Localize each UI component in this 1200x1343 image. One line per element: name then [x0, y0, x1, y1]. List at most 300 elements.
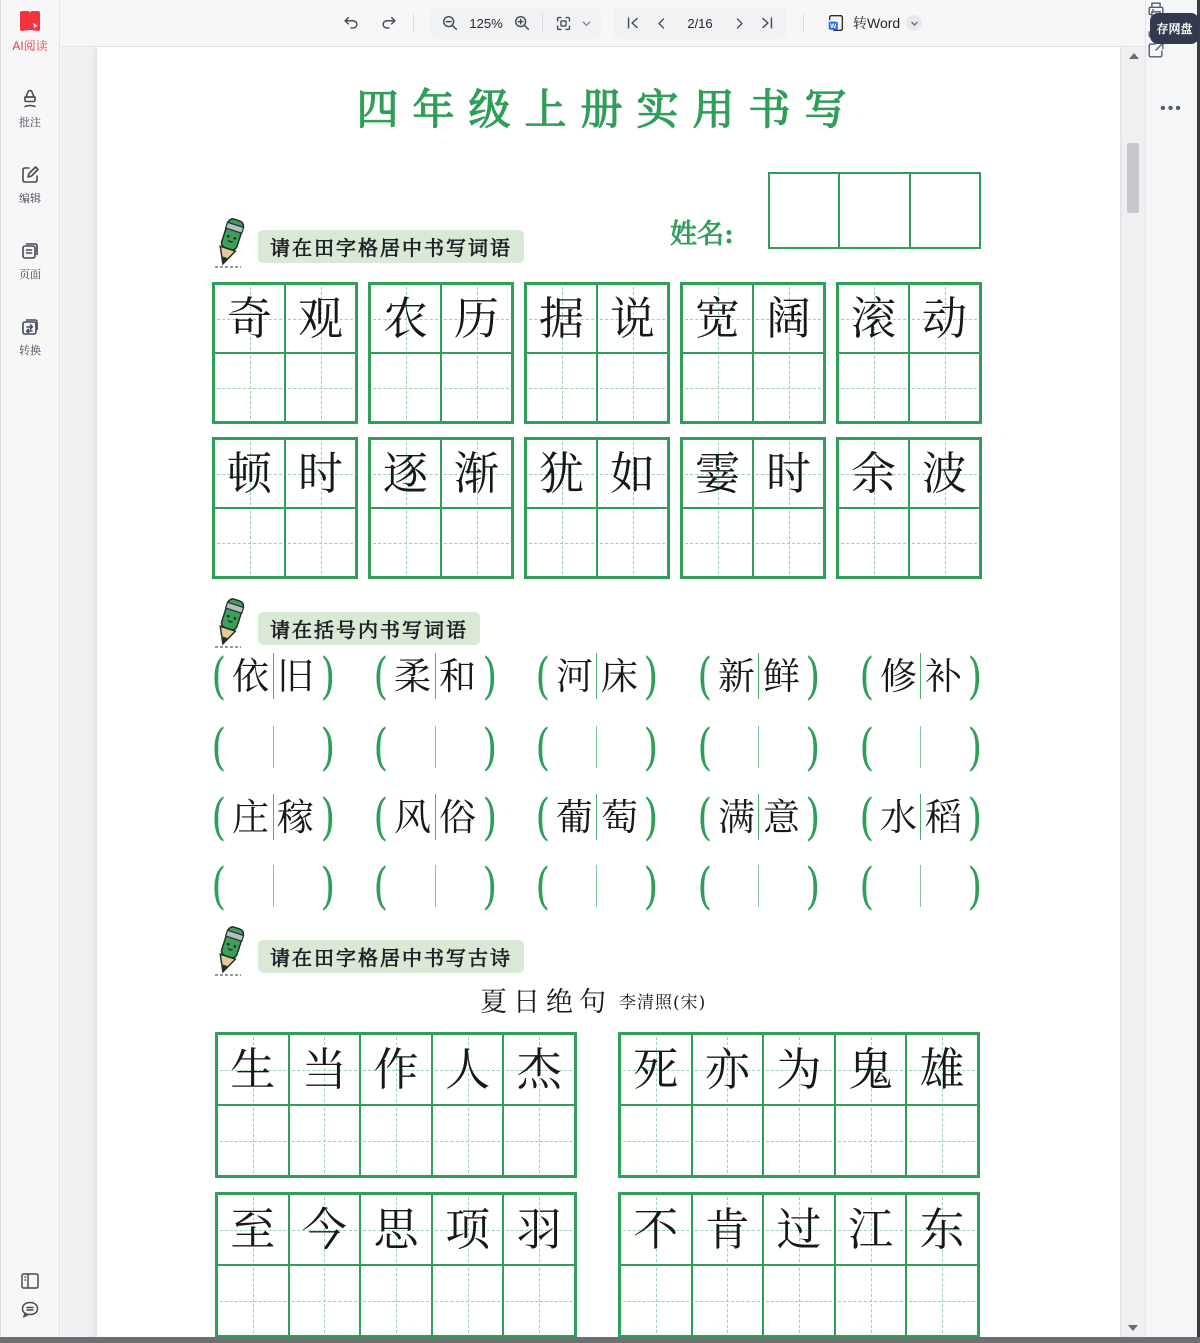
- tianzige-cell: [289, 1105, 361, 1176]
- sidebar-item-edit[interactable]: [1, 164, 59, 206]
- toolbar-divider: [413, 14, 414, 32]
- sidebar-item-label: 页面: [19, 269, 41, 281]
- tianzige-cell: [597, 353, 668, 422]
- close-paren: ): [319, 647, 335, 705]
- toolbar-divider: [542, 14, 543, 32]
- app-logo[interactable]: [1, 10, 59, 54]
- pencil-mascot-icon: [207, 595, 253, 649]
- tianzige-cell: [289, 1034, 361, 1105]
- paren-divider: [435, 653, 436, 699]
- page-indicator[interactable]: 2/16: [687, 15, 713, 31]
- paren-divider: [758, 653, 759, 699]
- tianzige-cell: [909, 439, 980, 508]
- tianzige-cell: [217, 1105, 289, 1176]
- paren-word-group: [209, 788, 337, 846]
- section2-header: 请在括号内书写词语: [258, 612, 480, 645]
- open-paren: (: [535, 718, 551, 776]
- paren-empty-group: [695, 718, 823, 776]
- tianzige-cell: [526, 284, 597, 353]
- practice-character: 逐: [382, 447, 428, 500]
- paren-empty-group: [371, 718, 499, 776]
- tianzige-cell: [432, 1034, 504, 1105]
- sidebar-item-label: 编辑: [19, 193, 41, 205]
- practice-character: 羽: [516, 1203, 562, 1256]
- paren-word-group: [371, 647, 499, 705]
- paren-character: 俗: [439, 795, 476, 839]
- paren-empty-group: [857, 718, 985, 776]
- tianzige-grid: [618, 1032, 980, 1178]
- tianzige-cell: [214, 508, 285, 577]
- tianzige-cell: [763, 1194, 835, 1265]
- practice-character: 过: [776, 1203, 822, 1256]
- tianzige-cell: [360, 1105, 432, 1176]
- zoom-in-button[interactable]: [508, 9, 536, 37]
- paren-row-empty: [209, 857, 985, 915]
- open-paren: (: [373, 718, 389, 776]
- open-paren: (: [697, 857, 713, 915]
- paren-character: 床: [600, 654, 638, 698]
- practice-character: 人: [445, 1043, 491, 1096]
- redo-button[interactable]: [375, 9, 403, 37]
- practice-character: 历: [453, 292, 499, 345]
- practice-character: 东: [919, 1203, 965, 1256]
- paren-divider: [758, 726, 759, 768]
- practice-character: 死: [633, 1043, 679, 1096]
- practice-character: 波: [921, 447, 967, 500]
- tianzige-cell: [753, 508, 824, 577]
- paren-character: 河: [555, 654, 593, 698]
- paren-word-group: [533, 788, 661, 846]
- practice-character: 不: [633, 1203, 679, 1256]
- practice-character: 杰: [516, 1043, 562, 1096]
- paren-character: 依: [232, 654, 270, 698]
- tianzige-cell: [682, 284, 753, 353]
- tianzige-cell: [360, 1034, 432, 1105]
- paren-divider: [273, 726, 274, 768]
- tianzige-cell: [906, 1034, 978, 1105]
- tianzige-cell: [838, 284, 909, 353]
- open-paren: (: [535, 788, 551, 846]
- practice-character: 如: [609, 447, 655, 500]
- open-paren: (: [859, 857, 875, 915]
- tianzige-cell: [692, 1105, 764, 1176]
- paren-word-group: [857, 647, 985, 705]
- close-paren: ): [643, 788, 659, 846]
- edit-icon: [19, 164, 41, 186]
- tianzige-cell: [835, 1194, 907, 1265]
- practice-character: 顿: [226, 447, 272, 500]
- tianzige-cell: [441, 284, 512, 353]
- close-paren: ): [643, 857, 659, 915]
- practice-character: 江: [848, 1203, 894, 1256]
- practice-character: 动: [921, 292, 967, 345]
- tianzige-grid: [215, 1032, 577, 1178]
- tianzige-cell: [753, 284, 824, 353]
- tianzige-cell: [682, 439, 753, 508]
- tianzige-cell: [835, 1034, 907, 1105]
- tianzige-cell: [285, 439, 356, 508]
- paren-word-group: [695, 647, 823, 705]
- top-toolbar: [61, 0, 1145, 47]
- paren-empty-group: [533, 857, 661, 915]
- paren-divider: [758, 865, 759, 907]
- zoom-level-value[interactable]: 125%: [469, 15, 503, 31]
- practice-character: 犹: [538, 447, 584, 500]
- convert-word-label: 转Word: [853, 15, 901, 31]
- open-paren: (: [211, 647, 227, 705]
- pencil-mascot-icon: [207, 215, 253, 269]
- practice-character: 为: [776, 1043, 822, 1096]
- tianzige-cell: [906, 1105, 978, 1176]
- tianzige-grid: [680, 437, 826, 579]
- ai-reader-logo-icon: [17, 10, 43, 34]
- paren-character: 新: [717, 654, 755, 698]
- tianzige-cell: [370, 439, 441, 508]
- practice-character: 观: [297, 292, 343, 345]
- open-paren: (: [211, 718, 227, 776]
- zoom-out-button[interactable]: [436, 9, 464, 37]
- tianzige-grid: [212, 437, 358, 579]
- tianzige-grid: [524, 282, 670, 424]
- convert-to-word-button[interactable]: [826, 13, 922, 33]
- tianzige-cell: [432, 1105, 504, 1176]
- practice-character: 鬼: [848, 1043, 894, 1096]
- section1-header: 请在田字格居中书写词语: [258, 230, 524, 263]
- close-paren: ): [481, 647, 497, 705]
- tianzige-cell: [692, 1265, 764, 1336]
- paren-empty-group: [209, 718, 337, 776]
- practice-character: 滚: [850, 292, 896, 345]
- paren-word-group: [533, 647, 661, 705]
- tianzige-cell: [682, 508, 753, 577]
- paren-character: 补: [924, 654, 962, 698]
- paren-word-group: [695, 788, 823, 846]
- practice-character: 阔: [765, 292, 811, 345]
- practice-character: 据: [538, 292, 584, 345]
- sidebar-item-convert[interactable]: [1, 316, 59, 358]
- section3-header: 请在田字格居中书写古诗: [258, 940, 524, 973]
- paren-divider: [758, 794, 759, 840]
- word-grid-row-2: [212, 437, 982, 579]
- tianzige-cell: [214, 353, 285, 422]
- tianzige-cell: [503, 1265, 575, 1336]
- scrollbar-thumb[interactable]: [1127, 143, 1139, 213]
- paren-row-empty: [209, 718, 985, 776]
- close-paren: ): [481, 788, 497, 846]
- feedback-icon[interactable]: [20, 1300, 40, 1319]
- practice-character: 时: [765, 447, 811, 500]
- paren-divider: [920, 794, 921, 840]
- close-paren: ): [319, 788, 335, 846]
- close-paren: ): [805, 647, 821, 705]
- tianzige-cell: [909, 284, 980, 353]
- open-paren: (: [859, 718, 875, 776]
- paren-empty-group: [695, 857, 823, 915]
- practice-character: 今: [301, 1203, 347, 1256]
- tianzige-cell: [441, 508, 512, 577]
- tianzige-cell: [526, 439, 597, 508]
- first-page-button[interactable]: [619, 9, 647, 37]
- tianzige-cell: [360, 1265, 432, 1336]
- paren-character: 水: [879, 795, 917, 839]
- tianzige-grid: [368, 437, 514, 579]
- close-paren: ): [967, 788, 983, 846]
- scroll-up-arrow[interactable]: [1129, 53, 1139, 59]
- paren-divider: [596, 794, 597, 840]
- open-paren: (: [859, 647, 875, 705]
- practice-character: 思: [373, 1203, 419, 1256]
- practice-character: 余: [850, 447, 896, 500]
- word-grid-row-1: [212, 282, 982, 424]
- paren-character: 和: [439, 654, 476, 698]
- paren-divider: [435, 865, 436, 907]
- open-paren: (: [859, 788, 875, 846]
- close-paren: ): [643, 718, 659, 776]
- annotate-icon: [19, 88, 41, 110]
- paren-row-filled: [209, 788, 985, 846]
- practice-character: 时: [297, 447, 343, 500]
- pdf-page: [97, 47, 1120, 1343]
- tianzige-cell: [620, 1265, 692, 1336]
- tianzige-cell: [441, 353, 512, 422]
- close-paren: ): [643, 647, 659, 705]
- practice-character: 农: [382, 292, 428, 345]
- tianzige-cell: [370, 508, 441, 577]
- pencil-mascot-icon: [207, 923, 253, 977]
- tianzige-cell: [835, 1105, 907, 1176]
- practice-character: 奇: [226, 292, 272, 345]
- open-paren: (: [535, 857, 551, 915]
- close-paren: ): [967, 647, 983, 705]
- tianzige-cell: [285, 284, 356, 353]
- open-paren: (: [373, 647, 389, 705]
- tianzige-grid: [618, 1192, 980, 1338]
- poem-grid-row-2: [215, 1192, 980, 1338]
- tianzige-grid: [215, 1192, 577, 1338]
- tianzige-cell: [214, 439, 285, 508]
- document-viewport: [61, 47, 1122, 1343]
- paren-word-group: [371, 788, 499, 846]
- tianzige-cell: [838, 353, 909, 422]
- practice-character: 至: [230, 1203, 276, 1256]
- tianzige-cell: [289, 1194, 361, 1265]
- tianzige-cell: [597, 439, 668, 508]
- practice-character: 亦: [704, 1043, 750, 1096]
- open-paren: (: [697, 647, 713, 705]
- tianzige-cell: [763, 1034, 835, 1105]
- tianzige-cell: [692, 1194, 764, 1265]
- name-box-cell: [770, 174, 838, 247]
- practice-character: 宽: [694, 292, 740, 345]
- practice-character: 渐: [453, 447, 499, 500]
- tianzige-cell: [906, 1194, 978, 1265]
- paren-character: 柔: [394, 654, 431, 698]
- paren-divider: [435, 794, 436, 840]
- practice-character: 霎: [694, 447, 740, 500]
- poem-title: 夏日绝句: [480, 987, 612, 1018]
- app-logo-label: AI阅读: [12, 39, 48, 53]
- name-box-cell: [909, 174, 979, 247]
- tianzige-grid: [680, 282, 826, 424]
- practice-character: 肯: [704, 1203, 750, 1256]
- tianzige-grid: [212, 282, 358, 424]
- tianzige-cell: [441, 439, 512, 508]
- undo-button[interactable]: [337, 9, 365, 37]
- paren-character: 修: [879, 654, 917, 698]
- svg-text:W: W: [830, 23, 837, 31]
- open-paren: (: [697, 718, 713, 776]
- left-sidebar: [0, 0, 60, 1343]
- name-box-cell: [838, 174, 908, 247]
- paren-character: 旧: [277, 654, 315, 698]
- open-paren: (: [211, 788, 227, 846]
- tianzige-cell: [526, 353, 597, 422]
- paren-divider: [596, 653, 597, 699]
- tianzige-cell: [526, 508, 597, 577]
- last-page-button[interactable]: [753, 9, 781, 37]
- tianzige-cell: [753, 439, 824, 508]
- tianzige-cell: [620, 1105, 692, 1176]
- vertical-scrollbar[interactable]: [1122, 47, 1145, 1337]
- open-paren: (: [211, 857, 227, 915]
- tianzige-cell: [285, 508, 356, 577]
- paren-character: 庄: [232, 795, 270, 839]
- toggle-panel-icon[interactable]: [20, 1272, 40, 1290]
- tianzige-grid: [836, 282, 982, 424]
- word-doc-icon: [826, 13, 846, 33]
- tianzige-cell: [214, 284, 285, 353]
- save-to-cloud-button[interactable]: 存网盘: [1150, 13, 1199, 44]
- tianzige-cell: [289, 1265, 361, 1336]
- tianzige-grid: [836, 437, 982, 579]
- close-paren: ): [967, 718, 983, 776]
- tianzige-cell: [360, 1194, 432, 1265]
- tianzige-cell: [503, 1194, 575, 1265]
- tianzige-cell: [906, 1265, 978, 1336]
- tianzige-cell: [753, 353, 824, 422]
- worksheet-title: 四年级上册实用书写: [356, 85, 861, 134]
- tianzige-cell: [503, 1034, 575, 1105]
- fit-options-chevron-icon[interactable]: [577, 9, 595, 37]
- tianzige-cell: [692, 1034, 764, 1105]
- paren-divider: [435, 726, 436, 768]
- poem-grid-row-1: [215, 1032, 980, 1178]
- close-paren: ): [319, 857, 335, 915]
- tianzige-cell: [838, 508, 909, 577]
- tianzige-cell: [620, 1034, 692, 1105]
- close-paren: ): [805, 788, 821, 846]
- tianzige-cell: [682, 353, 753, 422]
- tianzige-cell: [503, 1105, 575, 1176]
- tianzige-cell: [763, 1265, 835, 1336]
- paren-empty-group: [857, 857, 985, 915]
- paren-character: 意: [762, 795, 800, 839]
- close-paren: ): [319, 718, 335, 776]
- paren-word-group: [209, 647, 337, 705]
- tianzige-cell: [909, 353, 980, 422]
- open-paren: (: [697, 788, 713, 846]
- tianzige-cell: [432, 1265, 504, 1336]
- practice-character: 生: [230, 1043, 276, 1096]
- paren-character: 稼: [277, 795, 315, 839]
- practice-character: 作: [373, 1043, 419, 1096]
- paren-character: 稻: [924, 795, 962, 839]
- tianzige-cell: [597, 508, 668, 577]
- paren-divider: [273, 865, 274, 907]
- sidebar-item-pages[interactable]: [1, 240, 59, 282]
- fit-page-button[interactable]: [549, 9, 577, 37]
- tianzige-cell: [838, 439, 909, 508]
- practice-character: 雄: [919, 1043, 965, 1096]
- open-paren: (: [373, 857, 389, 915]
- name-boxes: [768, 172, 981, 249]
- tianzige-cell: [285, 353, 356, 422]
- tianzige-cell: [620, 1194, 692, 1265]
- sidebar-item-annotate[interactable]: [1, 88, 59, 130]
- practice-character: 项: [445, 1203, 491, 1256]
- poem-author: 李清照(宋): [619, 993, 707, 1013]
- paren-character: 葡: [555, 795, 593, 839]
- tianzige-cell: [217, 1194, 289, 1265]
- convert-icon: [19, 316, 41, 338]
- previous-page-button[interactable]: [647, 9, 675, 37]
- paren-character: 满: [717, 795, 755, 839]
- sidebar-item-label: 批注: [19, 117, 41, 129]
- close-paren: ): [481, 857, 497, 915]
- right-panel: [1145, 0, 1200, 1343]
- page-navigation-group: [613, 7, 787, 39]
- pages-icon: [19, 240, 41, 262]
- tianzige-cell: [432, 1194, 504, 1265]
- convert-options-chevron-icon[interactable]: [906, 15, 922, 31]
- paren-divider: [596, 726, 597, 768]
- paren-empty-group: [533, 718, 661, 776]
- scroll-down-arrow[interactable]: [1128, 1325, 1138, 1331]
- tianzige-cell: [597, 284, 668, 353]
- tianzige-cell: [763, 1105, 835, 1176]
- next-page-button[interactable]: [725, 9, 753, 37]
- close-paren: ): [805, 718, 821, 776]
- tianzige-cell: [217, 1034, 289, 1105]
- paren-word-group: [857, 788, 985, 846]
- paren-divider: [920, 865, 921, 907]
- paren-divider: [920, 653, 921, 699]
- tianzige-cell: [835, 1265, 907, 1336]
- paren-character: 萄: [600, 795, 638, 839]
- paren-divider: [920, 726, 921, 768]
- paren-empty-group: [371, 857, 499, 915]
- close-paren: ): [805, 857, 821, 915]
- paren-divider: [596, 865, 597, 907]
- tianzige-grid: [368, 282, 514, 424]
- toolbar-divider: [803, 14, 804, 32]
- close-paren: ): [481, 718, 497, 776]
- tianzige-grid: [524, 437, 670, 579]
- tianzige-cell: [909, 508, 980, 577]
- practice-character: 说: [609, 292, 655, 345]
- paren-empty-group: [209, 857, 337, 915]
- zoom-controls-group: [430, 7, 601, 39]
- sidebar-item-label: 转换: [19, 345, 41, 357]
- practice-character: 当: [301, 1043, 347, 1096]
- window-bottom-edge: [0, 1337, 1200, 1343]
- paren-character: 风: [394, 795, 431, 839]
- tianzige-cell: [217, 1265, 289, 1336]
- paren-character: 鲜: [762, 654, 800, 698]
- more-options-icon[interactable]: •••: [1160, 100, 1183, 117]
- open-paren: (: [373, 788, 389, 846]
- tianzige-cell: [370, 284, 441, 353]
